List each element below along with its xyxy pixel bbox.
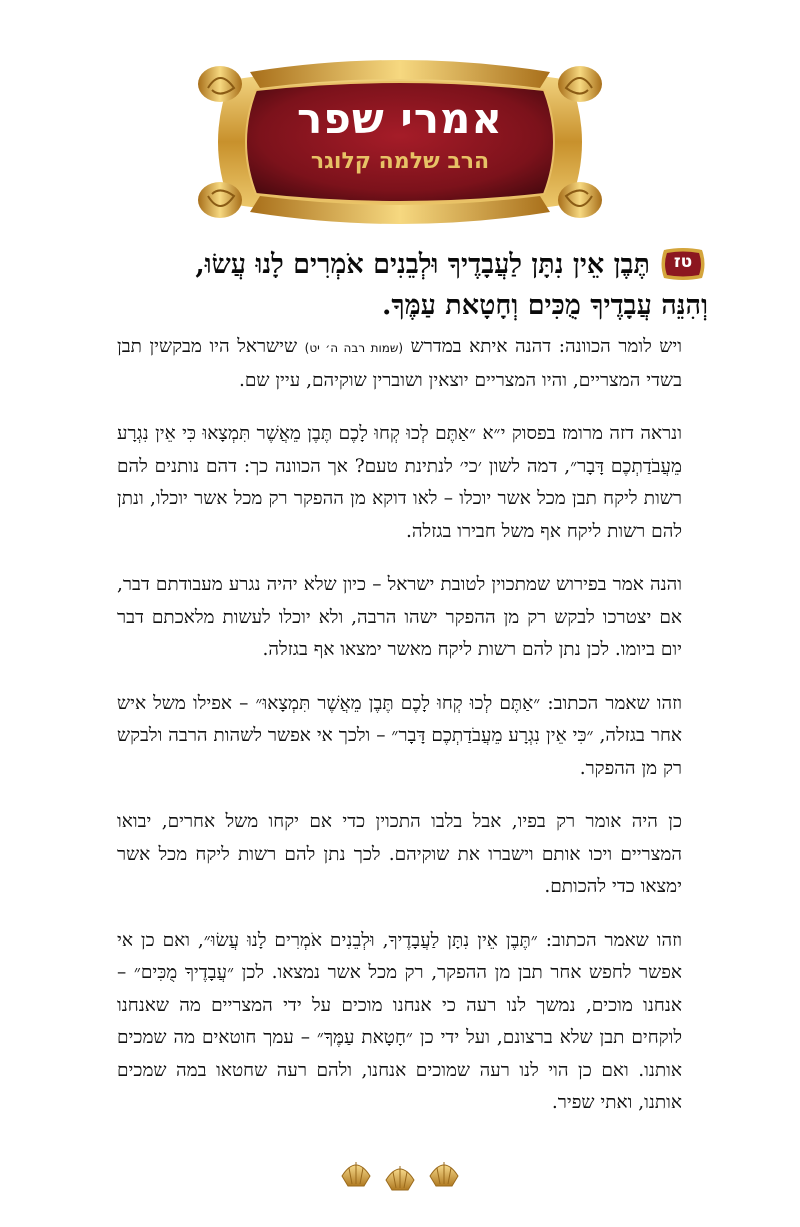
paragraph-6: וזהו שאמר הכתוב: ״תֶּבֶן אֵין נִתָּן לַעֲבָדֶיךָ, וּלְבֵנִים אֹמְרִים לָנוּ עֲשׂוּ״, ואם כן אי אפשר לחפש אחר תבן מן ההפקר, רק מכל אשר נמצאו. לכן ״עֲבָדֶיךָ מֻכִּים״ – אנחנו מוכים, נמשך לנו רעה כי אנחנו מוכים על ידי המצריים מה שאנחנו לוקחים תבן שלא ברצונם, ועל ידי כן ״חָטָאת עַמֶּךָ״ – עמך חוטאים מה שמכים אותנו. ואם כן הוי לנו רעה שמוכים אנחנו, ולהם רעה שחטאו במה שמכים אותנו, ואתי שפיר. — [117, 929, 682, 1113]
header-banner — [190, 58, 610, 226]
footer-ornament — [338, 1156, 462, 1192]
source-citation: (שמות רבה ה׳ יט) — [304, 341, 404, 355]
verse-heading — [64, 244, 708, 326]
paragraph-5: כן היה אומר רק בפיו, אבל בלבו התכוין כדי אם יקחו משל אחרים, יבואו המצריים ויכו אותם וישברו את שוקיהם. לכך נתן להם רשות ליקח מכל אשר ימצאו כדי להכותם. — [117, 811, 682, 897]
paragraph-1-before: ויש לומר הכוונה: דהנה איתא במדרש — [403, 336, 682, 357]
banner-subtitle: הרב שלמה קלוגר — [310, 149, 490, 174]
commentary-body — [117, 331, 682, 1141]
verse-line-2: וְהִנֵּה עֲבָדֶיךָ מֻכִּים וְחָטָאת עַמֶּךָ. — [381, 290, 708, 321]
verse-number: טז — [673, 252, 693, 272]
paragraph-1-after: שישראל היו מבקשין תבן בשדי המצריים, והיו המצריים יוצאין ושוברין שוקיהם, עיין שם. — [117, 336, 682, 391]
banner-title: אמרי שפר — [296, 94, 503, 143]
paragraph-4: וזהו שאמר הכתוב: ״אַתֶּם לְכוּ קְחוּ לָכֶם תֶּבֶן מֵאֲשֶׁר תִּמְצָאוּ״ – אפילו משל איש אחר בגזלה, ״כִּי אֵין נִגְרָע מֵעֲבֹדַתְכֶם דָּבָר״ – ולכך אי אפשר לשהות הרבה ולבקש רק מן ההפקר. — [117, 692, 682, 779]
paragraph-1 — [117, 331, 682, 397]
verse-line-1: תֶּבֶן אֵין נִתָּן לַעֲבָדֶיךָ וּלְבֵנִים אֹמְרִים לָנוּ עֲשׂוּ, — [195, 249, 650, 280]
paragraph-3: והנה אמר בפירוש שמתכוין לטובת ישראל – כיון שלא יהיה נגרע מעבודתם דבר, אם יצטרכו לבקש רק מן ההפקר ישהו הרבה, ולא יוכלו לעשות מלאכתם דבר יום ביומו. לכן נתן להם רשות ליקח מאשר ימצאו אף בגזלה. — [117, 574, 682, 660]
shell-icon — [430, 1162, 458, 1186]
shell-icon — [386, 1166, 414, 1190]
paragraph-2: ונראה דזה מרומז בפסוק י״א ״אַתֶּם לְכוּ קְחוּ לָכֶם תֶּבֶן מֵאֲשֶׁר תִּמְצָאוּ כִּי אֵין נִגְרָע מֵעֲבֹדַתְכֶם דָּבָר״, דמה לשון ׳כי׳ לנתינת טעם? אך הכוונה כך: דהם נותנים להם רשות ליקח תבן מכל אשר יוכלו – לאו דוקא מן ההפקר רק מכל אשר יוכלו, ונתן להם רשות ליקח אף משל חבירו בגזלה. — [117, 423, 682, 542]
shell-icon — [342, 1162, 370, 1186]
